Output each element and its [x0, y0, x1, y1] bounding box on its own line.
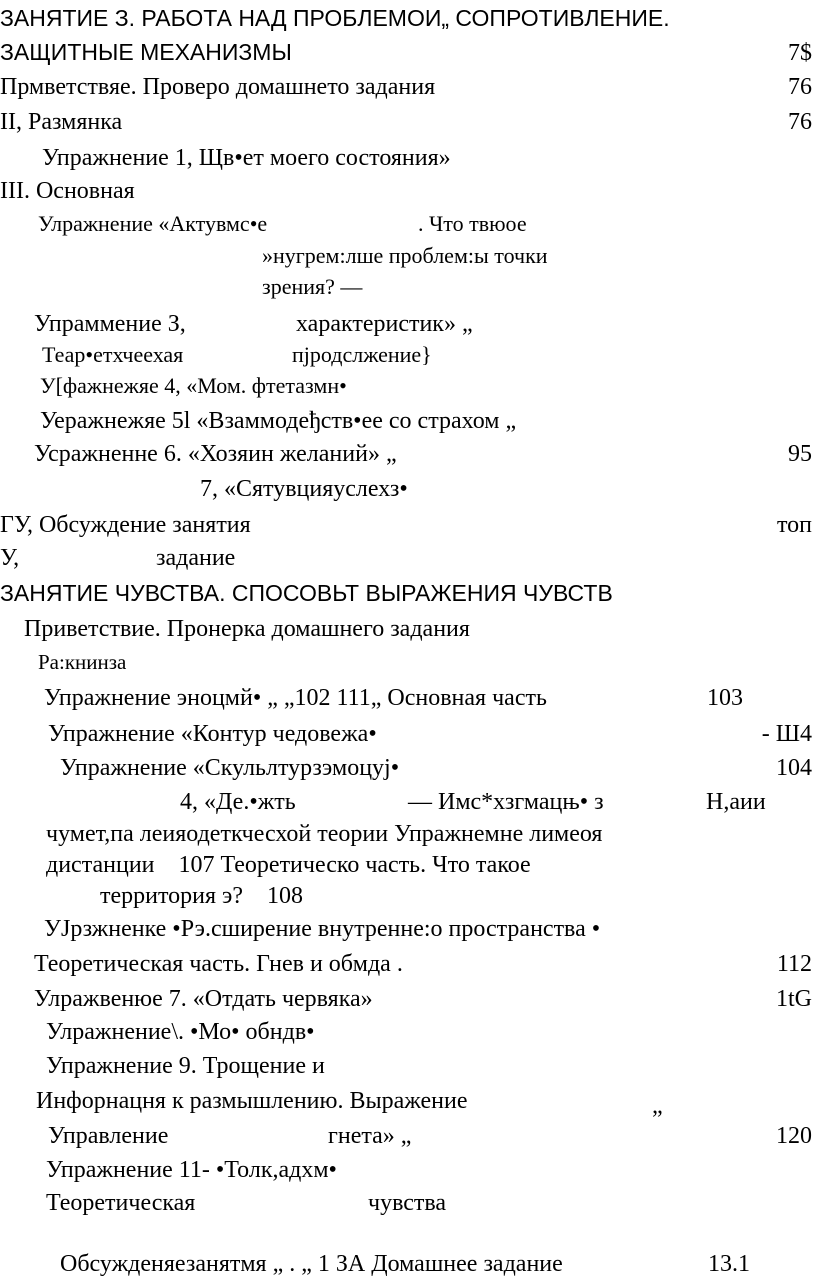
- toc-entry-continuation: чувства: [368, 1190, 447, 1216]
- page-number: 95: [788, 441, 812, 467]
- toc-entry: Обсужденяезанятмя „ . „ 1 ЗА Домашнее задание: [60, 1251, 563, 1277]
- page-number: 1tG: [776, 986, 812, 1012]
- page-number: 112: [776, 951, 812, 977]
- toc-entry-continuation: задание: [156, 545, 236, 571]
- toc-entry: 7, «Сятувцияуслехз•: [200, 476, 408, 502]
- page-number: 120: [776, 1123, 812, 1149]
- toc-entry: Упраммение З,: [34, 311, 186, 337]
- toc-entry: территория э? 108: [100, 883, 303, 909]
- toc-entry: Теар•етхчеехая: [42, 342, 184, 367]
- page-number: топ: [776, 512, 812, 538]
- toc-entry: Улражвенюе 7. «Отдать червяка»: [34, 986, 373, 1012]
- toc-entry: У,: [0, 545, 20, 571]
- toc-entry-continuation: „: [652, 1093, 663, 1119]
- chapter-heading-3-line1: ЗАНЯТИЕ З. РАБОТА НАД ПРОБЛЕМОИ„ СОПРОТИВЛЕНИЕ.: [0, 5, 670, 31]
- toc-entry: Упражнение 11- •Толк,адхм•: [46, 1157, 337, 1183]
- page-number: 13.1: [708, 1251, 750, 1277]
- toc-entry: зрения? —: [262, 274, 363, 299]
- toc-entry: Управление: [48, 1123, 169, 1149]
- chapter-heading-4: ЗАНЯТИЕ ЧУВСТВА. СПОСОВЬТ ВЫРАЖЕНИЯ ЧУВСТВ: [0, 580, 613, 606]
- page-number: 104: [776, 755, 812, 781]
- toc-entry: У[фажнежяе 4, «Мом. фтетазмн•: [40, 373, 347, 398]
- toc-entry: Уеражнежяе 5l «Взаммодеђств•ее со страхом „: [40, 408, 517, 434]
- chapter-heading-3-line2: ЗАЩИТНЫЕ МЕХАНИЗМЫ: [0, 39, 292, 65]
- toc-entry: Упражнение 9. Трощение и: [46, 1053, 325, 1079]
- toc-entry: Улражнение «Актувмс•е: [38, 211, 268, 236]
- toc-entry: II, Размянка: [0, 109, 123, 135]
- page-number: 76: [788, 109, 812, 135]
- toc-entry: Приветствие. Пронерка домашнего задания: [24, 616, 470, 642]
- toc-entry: чумет,па леияодеткчесхой теории Упражнемне лимеоя: [46, 821, 603, 847]
- toc-entry: Упражнение «Контур чедовежа•: [48, 721, 377, 747]
- toc-entry: Прмветствяе. Проверо домашнето задания: [0, 74, 436, 100]
- toc-entry-continuation: Н,аии: [706, 789, 766, 815]
- page-number: 76: [788, 74, 812, 100]
- toc-entry: УЈрзжненке •Рэ.сширение внутренне:о пространства •: [44, 916, 601, 942]
- toc-entry: ГУ, Обсуждение занятия: [0, 512, 251, 538]
- toc-entry: »нугрем:лше проблем:ы точки: [262, 243, 548, 268]
- toc-entry: Теоретическая: [46, 1190, 196, 1216]
- toc-entry: Ра:книнза: [38, 650, 127, 674]
- toc-entry: III. Основная: [0, 178, 135, 204]
- toc-entry: Упражнение 1, Щв•ет моего состояния»: [42, 145, 451, 171]
- toc-entry: Упражнение «Скульлтурзэмоцуј•: [60, 755, 400, 781]
- toc-entry: 4, «Де.•жть: [180, 789, 296, 815]
- toc-entry: Упражнение эноцмй• „ „102 111„ Основная часть: [44, 685, 547, 711]
- page-number: - Ш4: [761, 721, 812, 747]
- page-number: 7$: [788, 40, 812, 66]
- toc-entry: Теоретическая часть. Гнев и обмда .: [34, 951, 403, 977]
- page-number: 103: [707, 685, 743, 711]
- toc-entry-continuation: — Имс*хзгмацњ• з: [408, 789, 604, 815]
- toc-entry-continuation: гнета» „: [328, 1123, 412, 1149]
- toc-entry-continuation: . Что твюое: [418, 211, 527, 236]
- toc-entry: Инфорнацня к размышлению. Выражение: [36, 1088, 468, 1114]
- toc-entry: дистанции 107 Теоретическо часть. Что такое: [46, 852, 531, 878]
- toc-entry: Усражненне 6. «Хозяин желаний» „: [34, 441, 397, 467]
- toc-entry: Улражнение\. •Мо• обндв•: [46, 1019, 315, 1045]
- toc-entry-continuation: пјродслжение}: [292, 342, 432, 367]
- toc-entry-continuation: характеристик» „: [296, 311, 473, 337]
